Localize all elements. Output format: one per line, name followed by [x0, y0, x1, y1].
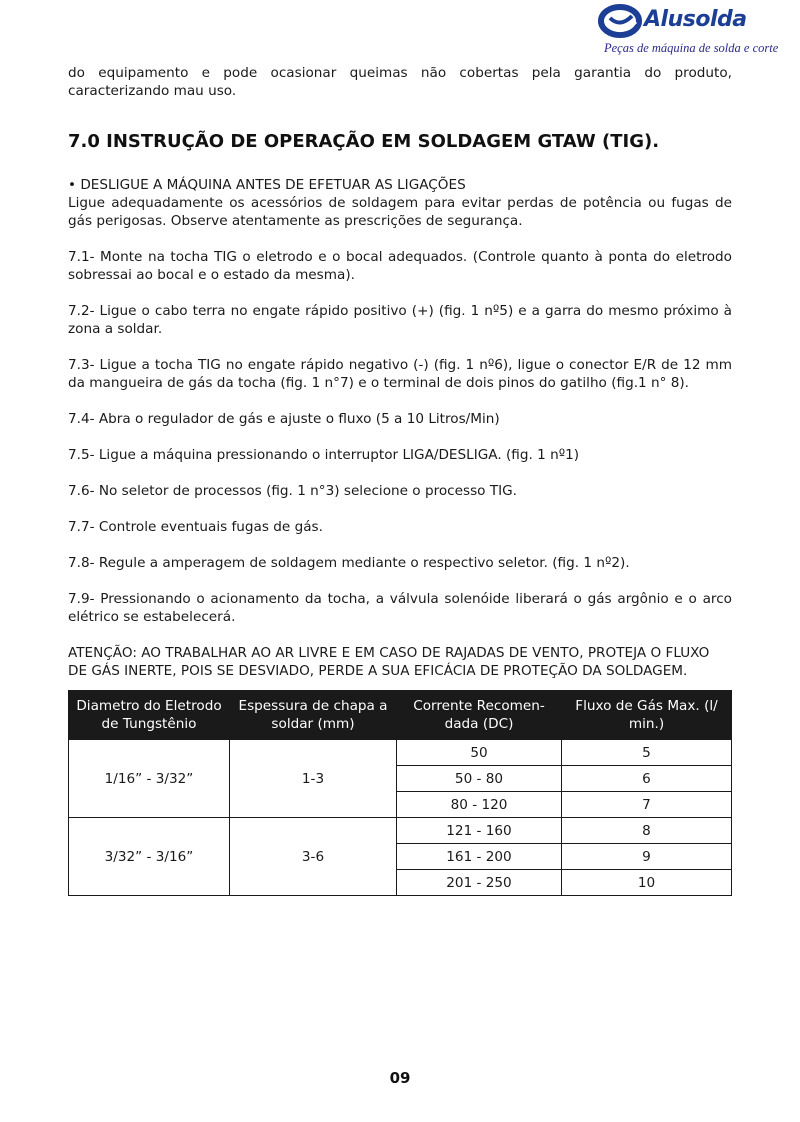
diameter-cell: 1/16” - 3/32”	[69, 740, 230, 818]
step-7-3: 7.3- Ligue a tocha TIG no engate rápido negativo (-) (fig. 1 nº6), ligue o conector E/R de 12 mm da mangueira de gás da tocha (fig. 1 n°7) e o terminal de dois pinos do gatilho (fig.1 n° 8).	[68, 357, 732, 391]
table-header-row	[69, 691, 732, 740]
warning-text: Ligue adequadamente os acessórios de soldagem para evitar perdas de potência ou fugas de gás perigosas. Observe atentamente as prescrições de segurança.	[68, 195, 732, 229]
header-diameter: Diametro do Eletrodo de Tungstênio	[69, 691, 230, 740]
step-7-2: 7.2- Ligue o cabo terra no engate rápido positivo (+) (fig. 1 nº5) e a garra do mesmo próximo à zona a soldar.	[68, 303, 732, 337]
section-title: 7.0 INSTRUÇÃO DE OPERAÇÃO EM SOLDAGEM GTAW (TIG).	[68, 131, 660, 152]
attention-text: ATENÇÃO: AO TRABALHAR AO AR LIVRE E EM CASO DE RAJADAS DE VENTO, PROTEJA O FLUXO DE GÁS INERTE, POIS SE DESVIADO, PERDE A SUA EFICÁCIA DE PROTEÇÃO DA SOLDAGEM.	[68, 645, 710, 679]
step-7-9: 7.9- Pressionando o acionamento da tocha, a válvula solenóide liberará o gás argônio e o arco elétrico se estabelecerá.	[68, 591, 732, 625]
step-7-4: 7.4- Abra o regulador de gás e ajuste o fluxo (5 a 10 Litros/Min)	[68, 411, 500, 427]
current-cell: 80 - 120	[397, 792, 562, 818]
step-7-7: 7.7- Controle eventuais fugas de gás.	[68, 519, 323, 535]
tig-parameters-table	[68, 690, 732, 896]
logo-tagline: Peças de máquina de solda e corte	[604, 41, 779, 55]
page-content	[68, 64, 732, 680]
header-flow: Fluxo de Gás Max. (l/ min.)	[562, 691, 732, 740]
current-cell: 50	[397, 740, 562, 766]
thickness-cell: 3-6	[230, 818, 397, 896]
warning-line: • DESLIGUE A MÁQUINA ANTES DE EFETUAR AS LIGAÇÕES	[68, 177, 466, 193]
flow-cell: 8	[562, 818, 732, 844]
logo-swoosh-icon	[598, 4, 646, 42]
logo-name: Alusolda	[644, 7, 747, 32]
thickness-cell: 1-3	[230, 740, 397, 818]
current-cell: 201 - 250	[397, 870, 562, 896]
step-7-1: 7.1- Monte na tocha TIG o eletrodo e o bocal adequados. (Controle quanto à ponta do eletrodo sobressai ao bocal e o estado da mesma).	[68, 249, 732, 283]
flow-cell: 6	[562, 766, 732, 792]
alusolda-logo	[598, 4, 779, 58]
intro-paragraph: do equipamento e pode ocasionar queimas não cobertas pela garantia do produto, caracterizando mau uso.	[68, 65, 732, 99]
step-7-5: 7.5- Ligue a máquina pressionando o interruptor LIGA/DESLIGA. (fig. 1 nº1)	[68, 447, 580, 463]
flow-cell: 10	[562, 870, 732, 896]
step-7-6: 7.6- No seletor de processos (fig. 1 n°3) selecione o processo TIG.	[68, 483, 517, 499]
flow-cell: 7	[562, 792, 732, 818]
step-7-8: 7.8- Regule a amperagem de soldagem mediante o respectivo seletor. (fig. 1 nº2).	[68, 555, 630, 571]
header-thickness: Espessura de chapa a soldar (mm)	[230, 691, 397, 740]
table-row	[69, 740, 732, 766]
flow-cell: 5	[562, 740, 732, 766]
header-current: Corrente Recomen-dada (DC)	[397, 691, 562, 740]
diameter-cell: 3/32” - 3/16”	[69, 818, 230, 896]
current-cell: 121 - 160	[397, 818, 562, 844]
page-number: 09	[389, 1069, 411, 1087]
steps-list	[68, 248, 732, 626]
current-cell: 50 - 80	[397, 766, 562, 792]
flow-cell: 9	[562, 844, 732, 870]
table-row	[69, 818, 732, 844]
current-cell: 161 - 200	[397, 844, 562, 870]
